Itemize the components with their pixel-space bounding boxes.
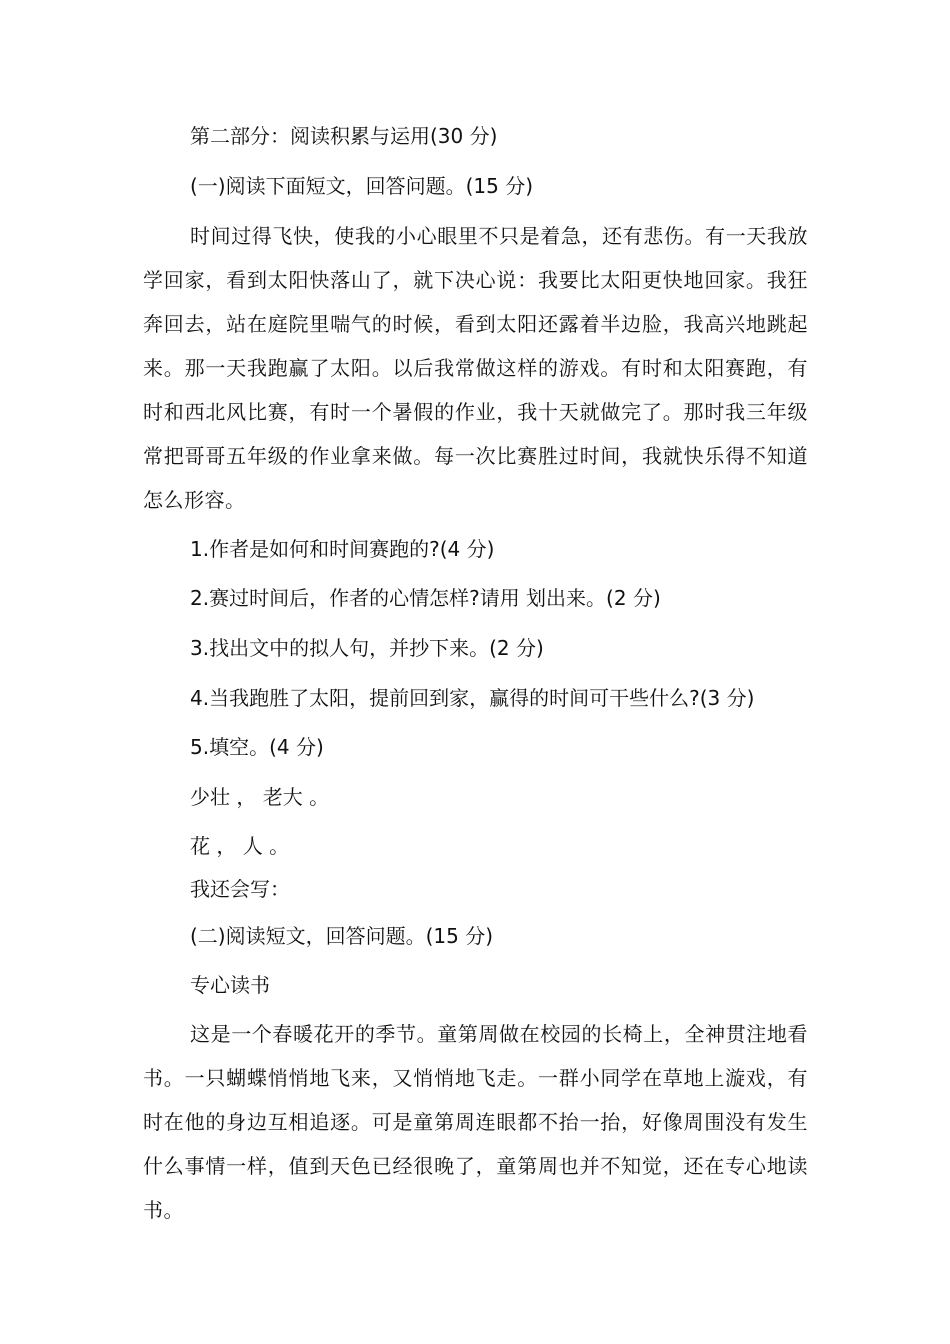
section2-passage-text: 这是一个春暖花开的季节。童第周做在校园的长椅上，全神贯注地看书。一只蝴蝶悄悄地飞来，又悄悄地飞走。一群小同学在草地上漩戏，有时在他的身边互相追逐。可是童第周连眼都不抬一抬，好像周围没有发生什么事情一样，值到天色已经很晚了，童第周也并不知觉，还在专心地读书。 [143, 1022, 808, 1222]
question-3: 3.找出文中的拟人句，并抄下来。(2 分) [190, 636, 544, 660]
section1-passage-text: 时间过得飞快，使我的小心眼里不只是着急，还有悲伤。有一天我放学回家，看到太阳快落山了，就下决心说：我要比太阳更快地回家。我狂奔回去，站在庭院里喘气的时候，看到太阳还露着半边脸，我高兴地跳起来。那一天我跑赢了太阳。以后我常做这样的游戏。有时和太阳赛跑，有时和西北风比赛，有时一个暑假的作业，我十天就做完了。那时我三年级常把哥哥五年级的作业拿来做。每一次比赛胜过时间，我就快乐得不知道怎么形容。 [143, 224, 808, 512]
section2-heading: (二)阅读短文，回答问题。(15 分) [190, 924, 494, 948]
section2-passage [143, 1012, 808, 1232]
fill-line-1: 少壮 ， 老大 。 [190, 785, 330, 809]
section2-title: 专心读书 [190, 973, 270, 997]
part-heading: 第二部分：阅读积累与运用(30 分) [190, 124, 498, 148]
question-5: 5.填空。(4 分) [190, 735, 324, 759]
question-2: 2.赛过时间后，作者的心情怎样?请用 划出来。(2 分) [190, 586, 661, 610]
question-4: 4.当我跑胜了太阳，提前回到家，赢得的时间可干些什么?(3 分) [190, 686, 755, 710]
fill-line-2: 花 ， 人 。 [190, 834, 290, 858]
section1-passage [143, 214, 808, 522]
fill-line-3: 我还会写： [190, 877, 290, 901]
question-1: 1.作者是如何和时间赛跑的?(4 分) [190, 537, 495, 561]
section1-heading: (一)阅读下面短文，回答问题。(15 分) [190, 174, 534, 198]
